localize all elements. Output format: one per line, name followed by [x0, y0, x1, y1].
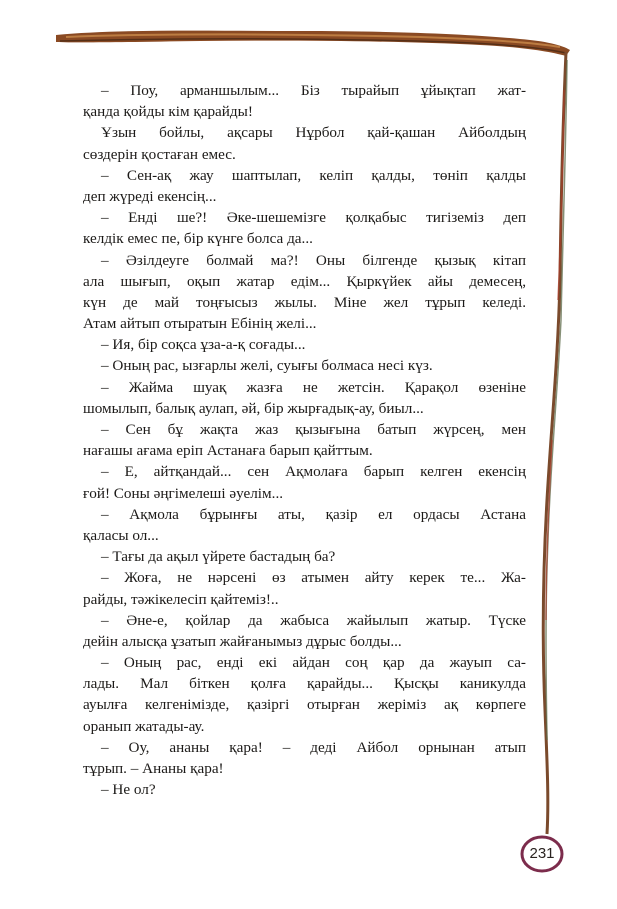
text-line: Атам айтып отыратын Ебінің желі...	[83, 315, 317, 333]
text-line: – Сен бұ жақта жаз қызығына батып жүрсең, мен	[101, 421, 526, 438]
text-line: – Тағы да ақыл үйрете бастадың ба?	[101, 548, 336, 566]
text-line: оранып жатады-ау.	[83, 717, 205, 735]
text-line: келдік емес пе, бір күнге болса да...	[83, 230, 313, 248]
text-line: райды, тәжікелесіп қайтеміз!..	[83, 590, 279, 608]
text-line: тұрып. – Ананы қара!	[83, 760, 224, 777]
text-line: ала шығып, оқып жатар едім... Қыркүйек айы демесең,	[83, 272, 526, 290]
text-line: – Әне-е, қойлар да жабыса жайылып жатыр. Түске	[101, 611, 526, 629]
story-text	[83, 80, 526, 800]
text-line: – Оның рас, енді екі айдан соң қар да жауып са-	[101, 654, 526, 672]
text-line: дейін алысқа ұзатып жайғанымыз дұрыс болды...	[83, 632, 402, 650]
text-line: қаласы ол...	[83, 526, 159, 544]
text-line: Ұзын бойлы, ақсары Нұрбол қай-қашан Айболдың	[101, 124, 526, 142]
text-line: – Поу, арманшылым... Біз тырайып ұйықтап жат-	[101, 82, 526, 99]
text-line: – Оның рас, ызғарлы желі, суығы болмаса несі күз.	[101, 357, 433, 375]
text-line: – Оу, ананы қара! – деді Айбол орнынан атып	[101, 738, 526, 756]
page-number: 231	[529, 845, 555, 862]
text-line: – Жоға, не нәрсені өз атымен айту керек те... Жа-	[101, 569, 526, 587]
text-line: шомылып, балық аулап, әй, бір жырғадық-ау, биыл...	[83, 399, 424, 417]
text-line: – Енді ше?! Әке-шешемізге қолқабыс тигіземіз деп	[101, 209, 526, 227]
text-line: күн де май тоңғысыз жылы. Міне жел тұрып келеді.	[83, 293, 526, 311]
text-line: қанда қойды кім қарайды!	[83, 103, 253, 121]
text-line: сөздерін қостаған емес.	[83, 145, 236, 163]
text-line: – Сен-ақ жау шаптылап, келіп қалды, төніп қалды	[101, 166, 526, 184]
text-line: – Әзілдеуге болмай ма?! Оны білгенде қызық кітап	[101, 251, 526, 269]
text-line: нағашы ағама еріп Астанаға барып қайттым.	[83, 442, 373, 460]
text-line: – Жайма шуақ жазға не жетсін. Қарақол өзеніне	[101, 378, 526, 396]
text-line: – Не ол?	[101, 781, 156, 799]
text-line: ауылға келгенімізде, қазіргі отырған жеріміз ақ көрпеге	[83, 696, 526, 714]
text-line: – Ақмола бұрынғы аты, қазір ел ордасы Астана	[101, 505, 526, 523]
text-line: ғой! Соны әңгімелеші әуелім...	[83, 484, 284, 502]
text-line: – Ия, бір соқса ұза-а-қ соғады...	[101, 336, 306, 354]
text-line: деп жүреді екенсің...	[83, 187, 217, 205]
right-brush-accent	[546, 60, 567, 740]
text-line: лады. Мал біткен қолға қарайды... Қысқы каникулда	[83, 675, 526, 693]
text-line: – Е, айтқандай... сен Ақмолаға барып келген екенсің	[101, 463, 526, 481]
